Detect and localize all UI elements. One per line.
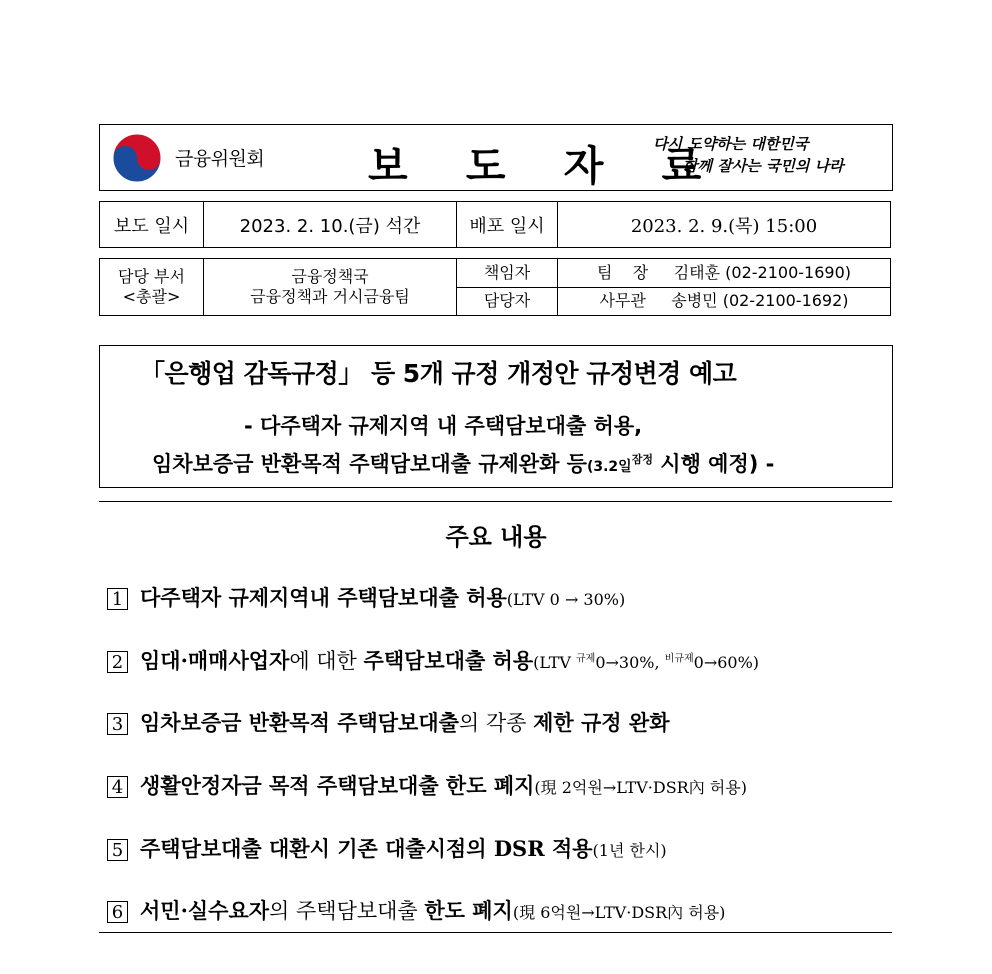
list-item bbox=[107, 833, 667, 863]
department-label-line-2: <총괄> bbox=[122, 287, 181, 306]
item-bold: 주택담보대출 대환시 기존 대출시점의 DSR 적용 bbox=[140, 836, 593, 861]
contact-table bbox=[99, 258, 891, 316]
headline-box bbox=[99, 345, 893, 488]
item-note-sup: 규제 bbox=[576, 653, 596, 665]
distribution-label: 배포 일시 bbox=[457, 202, 558, 248]
list-item bbox=[107, 895, 725, 925]
item-plain: 의 주택담보대출 bbox=[269, 899, 425, 923]
staff-label: 담당자 bbox=[457, 287, 558, 316]
release-info-table bbox=[99, 201, 891, 248]
item-bold: 임대·매매사업자 bbox=[140, 648, 290, 673]
responsible-name: 김태훈 (02-2100-1690) bbox=[673, 262, 851, 282]
staff-value bbox=[558, 287, 891, 316]
item-plain: 의 각종 bbox=[458, 711, 534, 735]
slogan bbox=[653, 133, 887, 177]
release-label: 보도 일시 bbox=[100, 202, 204, 248]
responsible-label: 책임자 bbox=[457, 259, 558, 288]
release-value: 2023. 2. 10.(금) 석간 bbox=[204, 202, 457, 248]
item-number: 3 bbox=[107, 713, 128, 735]
staff-title: 사무관 bbox=[599, 291, 646, 311]
item-note-text: (LTV bbox=[533, 653, 577, 672]
list-item bbox=[107, 582, 625, 612]
divider-bottom bbox=[99, 932, 892, 933]
organization-name: 금융위원회 bbox=[175, 148, 265, 170]
distribution-value: 2023. 2. 9.(목) 15:00 bbox=[558, 202, 891, 248]
responsible-title: 팀 장 bbox=[597, 262, 649, 282]
headline-main: 「은행업 감독규정」 등 5개 규정 개정안 규정변경 예고 bbox=[140, 359, 737, 388]
item-number: 1 bbox=[107, 588, 128, 610]
press-release-title: 보 도 자 료 bbox=[368, 142, 724, 190]
item-number: 5 bbox=[107, 839, 128, 861]
list-item bbox=[107, 770, 747, 800]
department-team: 금융정책과 거시금융팀 bbox=[250, 287, 410, 306]
headline-sub-2-date: (3.2일 bbox=[586, 459, 632, 475]
headline-sub-2-dash: - bbox=[758, 452, 775, 476]
item-plain: 에 대한 bbox=[289, 649, 364, 673]
slogan-line-2: 함께 잘사는 국민의 나라 bbox=[683, 157, 844, 175]
headline-sub-2-text: 임차보증금 반환목적 주택담보대출 규제완화 등 bbox=[152, 452, 587, 476]
item-note: (1년 한시) bbox=[592, 841, 667, 860]
department-bureau: 금융정책국 bbox=[291, 267, 369, 286]
department-label bbox=[100, 259, 204, 316]
item-number: 2 bbox=[107, 651, 128, 673]
headline-sub-1: - 다주택자 규제지역 내 주택담보대출 허용, bbox=[244, 414, 643, 438]
government-emblem-icon bbox=[112, 133, 162, 183]
item-note: (現 2억원→LTV·DSR內 허용) bbox=[534, 778, 747, 797]
item-bold: 제한 규정 완화 bbox=[533, 710, 670, 735]
headline-sub-2 bbox=[152, 448, 774, 478]
item-note: (現 6억원→LTV·DSR內 허용) bbox=[512, 903, 726, 922]
item-note: (LTV 0 → 30%) bbox=[506, 590, 626, 609]
department-label-line-1: 담당 부서 bbox=[118, 267, 185, 286]
item-bold: 서민·실수요자 bbox=[140, 898, 270, 923]
department-value bbox=[204, 259, 457, 316]
item-bold: 한도 폐지 bbox=[424, 898, 513, 923]
item-number: 6 bbox=[107, 901, 128, 923]
slogan-line-1: 다시 도약하는 대한민국 bbox=[653, 135, 809, 153]
list-item bbox=[107, 645, 759, 675]
item-note-text: 0→30%, bbox=[595, 653, 665, 672]
item-bold: 주택담보대출 허용 bbox=[363, 648, 534, 673]
headline-sub-2-sup: 잠정 bbox=[631, 453, 653, 466]
headline-sub-2-schedule: 시행 예정) bbox=[652, 452, 759, 476]
item-note-text: 0→60%) bbox=[693, 653, 760, 672]
staff-name: 송병민 (02-2100-1692) bbox=[671, 291, 849, 311]
item-note bbox=[533, 653, 759, 672]
press-header bbox=[99, 124, 893, 191]
responsible-value bbox=[558, 259, 891, 288]
divider-top bbox=[99, 501, 892, 502]
item-number: 4 bbox=[107, 776, 128, 798]
list-item bbox=[107, 707, 669, 737]
item-note-sup: 비규제 bbox=[664, 653, 694, 665]
item-bold: 다주택자 규제지역내 주택담보대출 허용 bbox=[140, 585, 507, 610]
item-bold: 임차보증금 반환목적 주택담보대출 bbox=[140, 710, 459, 735]
item-bold: 생활안정자금 목적 주택담보대출 한도 폐지 bbox=[140, 773, 535, 798]
section-title: 주요 내용 bbox=[445, 523, 547, 551]
